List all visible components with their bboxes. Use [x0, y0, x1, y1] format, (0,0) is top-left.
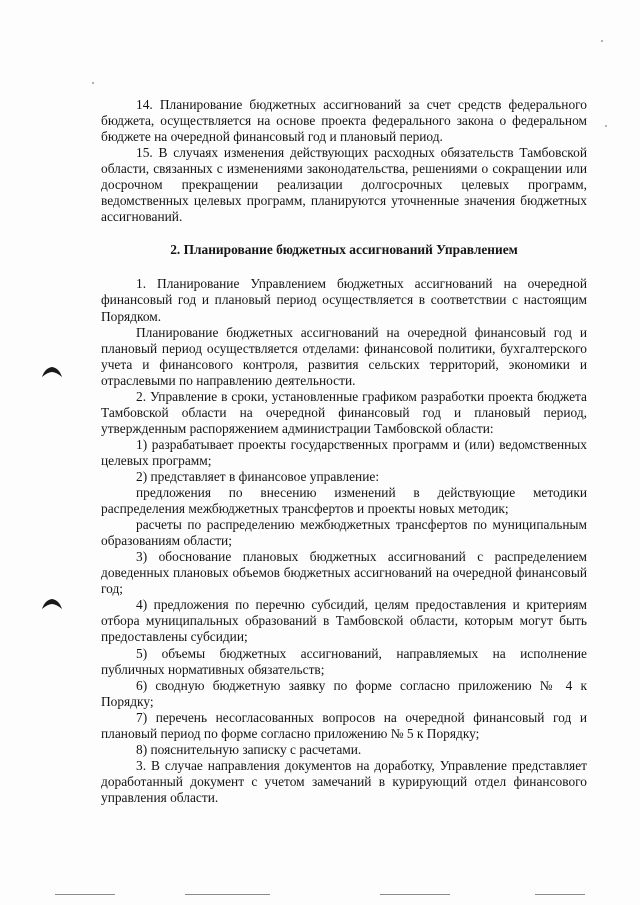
paragraph-14: 14. Планирование бюджетных ассигнований за счет средств федерального бюджета, осуществляется на основе проекта федерального закона о федеральном бюджете на очередной финансовый год и плановый период.: [101, 97, 587, 145]
scan-speck: [92, 82, 94, 84]
scan-edge-artifact: [185, 894, 270, 895]
section-2-item-1: 1. Планирование Управлением бюджетных ассигнований на очередной финансовый год и плановый период осуществляется в соответствии с настоящим Порядком.: [101, 276, 587, 324]
scan-edge-artifact: [55, 894, 115, 895]
section-2-subitem-2b: расчеты по распределению межбюджетных трансфертов по муниципальным образованиям области;: [101, 517, 587, 549]
section-2-subitem-1: 1) разрабатывает проекты государственных программ и (или) ведомственных целевых программ;: [101, 436, 587, 468]
section-2-subitem-2: 2) представляет в финансовое управление:: [136, 468, 380, 484]
scan-edge-artifact: [380, 894, 450, 895]
section-2-subitem-8: 8) пояснительную записку с расчетами.: [136, 741, 362, 757]
section-2-subitem-3: 3) обоснование плановых бюджетных ассигнований с распределением доведенных плановых объемов бюджетных ассигнований на очередной финансовый год;: [101, 549, 587, 597]
scan-edge-artifact: [535, 894, 585, 895]
scan-speck: [601, 40, 603, 42]
document-body: [101, 97, 587, 806]
section-heading: 2. Планирование бюджетных ассигнований Управлением: [170, 242, 518, 258]
paragraph-15: 15. В случаях изменения действующих расходных обязательств Тамбовской области, связанных с изменениями законодательства, решениями о сокращении или досрочном прекращении реализации долгосрочных целевых программ, ведомственных целевых программ, планируются уточненные значения бюджетных ассигнований.: [101, 145, 587, 225]
section-2-subitem-7: 7) перечень несогласованных вопросов на очередной финансовый год и плановый период по форме согласно приложению № 5 к Порядку;: [101, 709, 587, 741]
scan-speck: [605, 125, 607, 127]
section-2-item-3: 3. В случае направления документов на доработку, Управление представляет доработанный документ с учетом замечаний в курирующий отдел финансового управления области.: [101, 757, 587, 805]
section-2-subitem-6: 6) сводную бюджетную заявку по форме согласно приложению № 4 к Порядку;: [101, 677, 587, 709]
section-2-subitem-5: 5) объемы бюджетных ассигнований, направляемых на исполнение публичных нормативных обязательств;: [101, 645, 587, 677]
section-2-item-2: 2. Управление в сроки, установленные графиком разработки проекта бюджета Тамбовской области на очередной финансовый год и плановый период, утвержденным распоряжением администрации Тамбовской области:: [101, 388, 587, 436]
punch-hole-mark-top: [41, 366, 63, 378]
section-2-subitem-2a: предложения по внесению изменений в действующие методики распределения межбюджетных трансфертов и проекты новых методик;: [101, 485, 587, 517]
section-2-subitem-4: 4) предложения по перечню субсидий, целям предоставления и критериям отбора муниципальных образований в Тамбовской области, которым могут быть предоставлены субсидии;: [101, 597, 587, 645]
punch-hole-mark-bottom: [41, 598, 63, 610]
section-2-item-1-detail: Планирование бюджетных ассигнований на очередной финансовый год и плановый период осуществляется отделами: финансовой политики, бухгалтерского учета и финансового контроля, развития сельских территорий, экономики и отраслевыми по направлению деятельности.: [101, 324, 587, 388]
